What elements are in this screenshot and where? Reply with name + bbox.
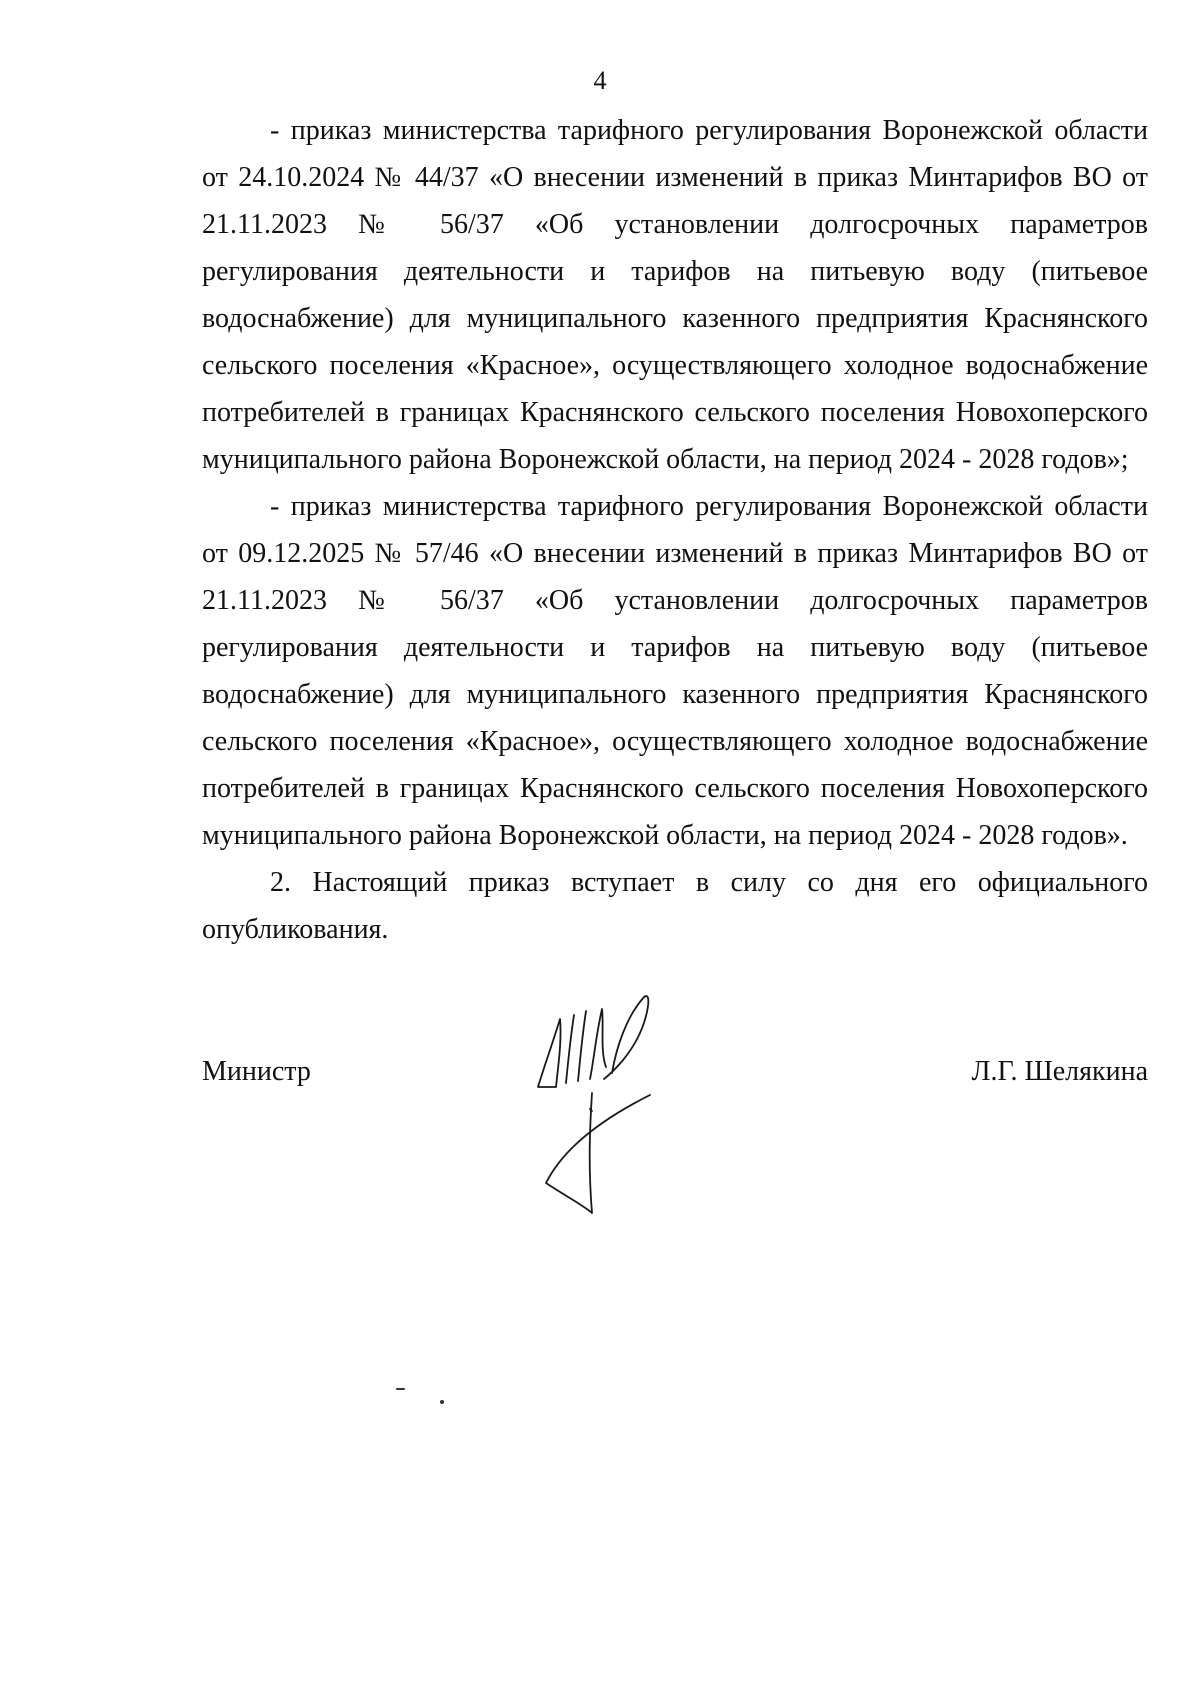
signatory-position: Министр: [202, 1056, 311, 1087]
signatory-name: Л.Г. Шелякина: [971, 1056, 1148, 1087]
scan-speck: [395, 1385, 455, 1415]
page-number: 4: [593, 66, 607, 95]
paragraph-order-amendment-2: - приказ министерства тарифного регулирования Воронежской области от 09.12.2025 № 57/46 «О внесении изменений в приказ Минтарифов ВО от 21.11.2023 № 56/37 «Об установлении долгосрочных параметров регулирования деятельности и тарифов на питьевую воду (питьевое водоснабжение) для муниципального казенного предприятия Краснянского сельского поселения «Красное», осуществляющего холодное водоснабжение потребителей в границах Краснянского сельского поселения Новохоперского муниципального района Воронежской области, на период 2024 - 2028 годов».: [202, 491, 1148, 851]
document-body: [202, 107, 1148, 953]
paragraph-effective-date: 2. Настоящий приказ вступает в силу со дня его официального опубликования.: [202, 867, 1148, 945]
handwritten-signature: [530, 975, 680, 1235]
paragraph-order-amendment-1: - приказ министерства тарифного регулирования Воронежской области от 24.10.2024 № 44/37 «О внесении изменений в приказ Минтарифов ВО от 21.11.2023 № 56/37 «Об установлении долгосрочных параметров регулирования деятельности и тарифов на питьевую воду (питьевое водоснабжение) для муниципального казенного предприятия Краснянского сельского поселения «Красное», осуществляющего холодное водоснабжение потребителей в границах Краснянского сельского поселения Новохоперского муниципального района Воронежской области, на период 2024 - 2028 годов»;: [202, 115, 1148, 475]
